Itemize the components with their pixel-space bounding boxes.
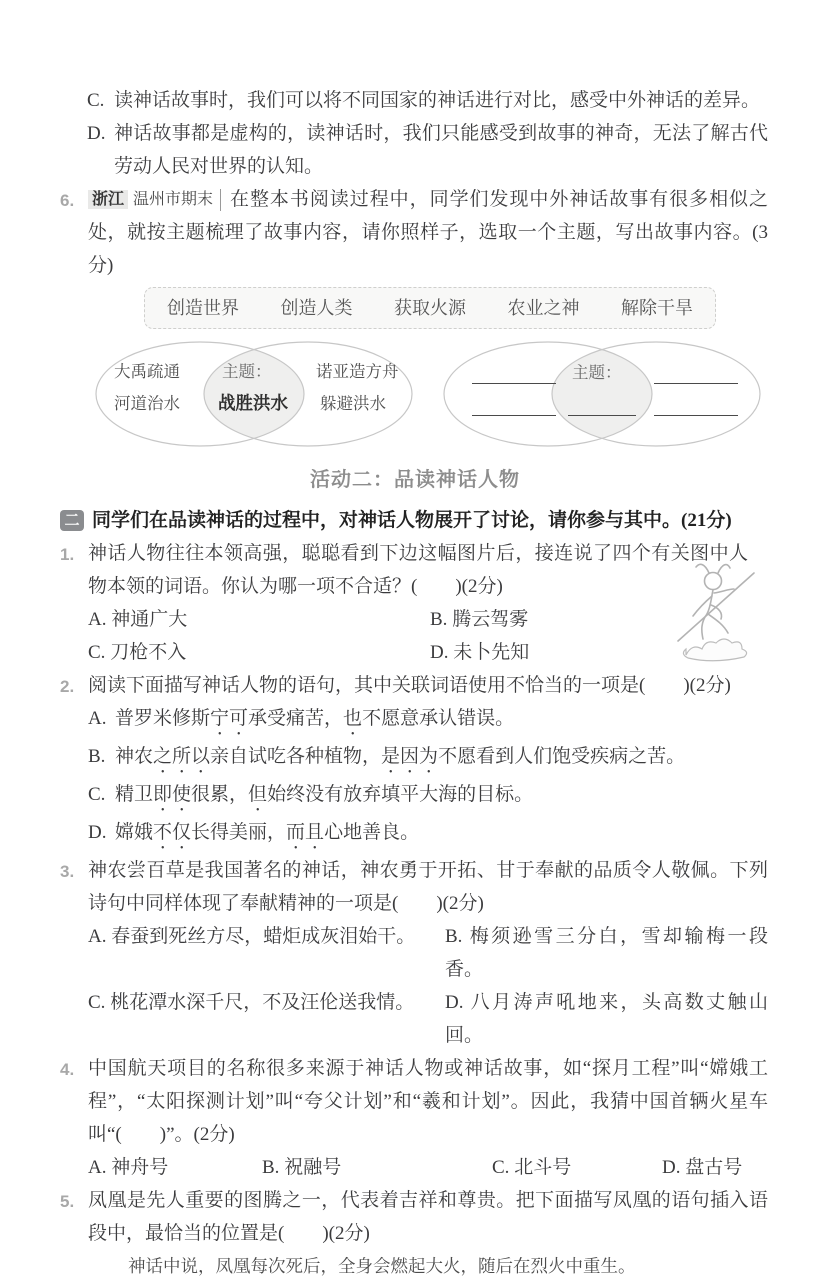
option-text: 梅须逊雪三分白，雪却输梅一段香。 [445,926,768,980]
option-label: D. [445,992,464,1013]
option-row [492,1151,662,1184]
option-text: 普罗米修斯宁可承受痛苦，也不愿意承认错误。 [115,708,515,729]
venn-right-text: 诺亚造方舟 [316,362,399,381]
answer-blank [472,401,556,416]
option-label: C. [88,992,106,1013]
option-label: B. [88,746,106,767]
question-4 [62,1052,768,1184]
option-row [88,603,430,636]
option-text: 神通广大 [111,609,188,630]
option-label: A. [88,1157,107,1178]
option-text: 春蚕到死丝方尽，蜡炬成灰泪始干。 [111,926,416,947]
venn-theme-label: 主题： [222,362,272,381]
option-text: 祝融号 [284,1157,342,1178]
word-bank [144,287,716,329]
question-stem: 中国航天项目的名称很多来源于神话人物或神话故事，如“探月工程”叫“嫦娥工程”，“太阳探测计划”叫“夸父计划”和“羲和计划”。因此，我猜中国首辆火星车叫“( )”。(2分) [88,1058,768,1145]
option-row [88,920,445,986]
venn-theme-label: 主题： [572,363,622,382]
option-row [88,702,768,740]
option-label: D. [430,642,449,663]
option-text: 腾云驾雾 [452,609,529,630]
option-label: C. [88,642,106,663]
question-number: 2. [60,677,75,696]
venn-right-text: 躲避洪水 [320,394,386,413]
section-intro [62,504,768,537]
option-text: 盘古号 [685,1157,743,1178]
word-bank-item: 农业之神 [507,298,580,318]
word-bank-item: 创造人类 [280,298,353,318]
section-number-badge: 二 [60,510,84,531]
option-row [262,1151,492,1184]
answer-blank [654,401,738,416]
question-number: 4. [60,1060,75,1079]
venn-left-text: 河道治水 [114,394,180,413]
q4-options [88,1151,768,1184]
q3-options [88,920,768,1052]
venn-diagrams [94,339,768,449]
exam-name-label: 温州市期末 [133,191,214,208]
question-stem: 阅读下面描写神话人物的语句，其中关联词语使用不恰当的一项是( )(2分) [88,675,731,696]
option-row [87,117,768,183]
option-text: 未卜先知 [453,642,530,663]
option-text: 桃花潭水深千尺，不及汪伦送我情。 [110,992,415,1013]
venn-example [94,339,414,449]
option-label: B. [262,1157,280,1178]
exam-source-tag [88,189,221,211]
option-row [662,1151,742,1184]
option-label: B. [430,609,448,630]
section-intro-text: 同学们在品读神话的过程中，对神话人物展开了讨论，请你参与其中。(21分) [92,510,732,531]
option-label: D. [87,123,106,144]
option-row [88,816,768,854]
option-label: B. [445,926,463,947]
monkey-king-illustration-icon [670,561,762,669]
exam-region-label: 浙江 [88,190,128,209]
question-3 [62,854,768,1052]
venn-theme-value: 战胜洪水 [218,393,288,413]
option-label: A. [88,926,107,947]
option-text: 刀枪不入 [110,642,187,663]
word-bank-item: 创造世界 [167,298,239,318]
venn-blank [442,339,762,449]
question-6 [62,183,768,282]
answer-blank [568,401,636,416]
question-stem: 神话人物往往本领高强，聪聪看到下边这幅图片后，接连说了四个有关图中人物本领的词语。你认为哪一项不合适？( )(2分) [88,543,748,597]
option-label: C. [87,90,105,111]
venn-left-text: 大禹疏通 [114,362,180,381]
option-row [88,986,445,1052]
option-row [88,1151,262,1184]
question-2 [62,669,768,854]
prev-question-options [87,84,768,183]
option-text: 嫦娥不仅长得美丽，而且心地善良。 [115,822,420,843]
question-number: 5. [60,1192,75,1211]
option-row [445,920,768,986]
question-stem: 神农尝百草是我国著名的神话，神农勇于开拓、甘于奉献的品质令人敬佩。下列诗句中同样体现了奉献精神的一项是( )(2分) [88,860,768,914]
question-5 [62,1184,768,1283]
option-row [87,84,768,117]
question-stem: 凤凰是先人重要的图腾之一，代表着吉祥和尊贵。把下面描写凤凰的语句插入语段中，最恰当的位置是( )(2分) [88,1190,768,1244]
question-number: 1. [60,545,75,564]
option-row [88,636,430,669]
option-label: D. [88,822,107,843]
option-label: A. [88,708,107,729]
answer-blank [472,369,556,384]
venn-ellipses-icon [442,339,762,449]
option-row [445,986,768,1052]
option-text: 读神话故事时，我们可以将不同国家的神话进行对比，感受中外神话的差异。 [114,90,761,111]
option-text: 神农之所以亲自试吃各种植物，是因为不愿看到人们饱受疾病之苦。 [115,746,686,767]
activity-heading: 活动二：品读神话人物 [310,469,520,491]
option-label: A. [88,609,107,630]
option-label: D. [662,1157,681,1178]
q1-options [88,603,768,669]
worksheet-content [62,84,768,1283]
option-text: 北斗号 [514,1157,572,1178]
option-label: C. [492,1157,510,1178]
question-number: 3. [60,862,75,881]
question-stem: 在整本书阅读过程中，同学们发现中外神话故事有很多相似之处，就按主题梳理了故事内容，请你照样子，选取一个主题，写出故事内容。(3分) [88,189,768,276]
option-text: 神话故事都是虚构的，读神话时，我们只能感受到故事的神奇，无法了解古代劳动人民对世界的认知。 [114,123,768,177]
option-label: C. [88,784,106,805]
word-bank-item: 获取火源 [394,298,466,318]
question-1 [62,537,768,669]
insert-sentence: 神话中说，凤凰每次死后，全身会燃起大火，随后在烈火中重生。 [128,1256,636,1276]
option-text: 精卫即使很累，但始终没有放弃填平大海的目标。 [115,784,534,805]
word-bank-item: 解除干旱 [621,298,693,318]
option-row [88,740,768,778]
answer-blank [654,369,738,384]
option-text: 八月涛声吼地来，头高数丈触山回。 [445,992,768,1046]
question-number: 6. [60,191,75,210]
option-row [88,778,768,816]
option-text: 神舟号 [111,1157,169,1178]
